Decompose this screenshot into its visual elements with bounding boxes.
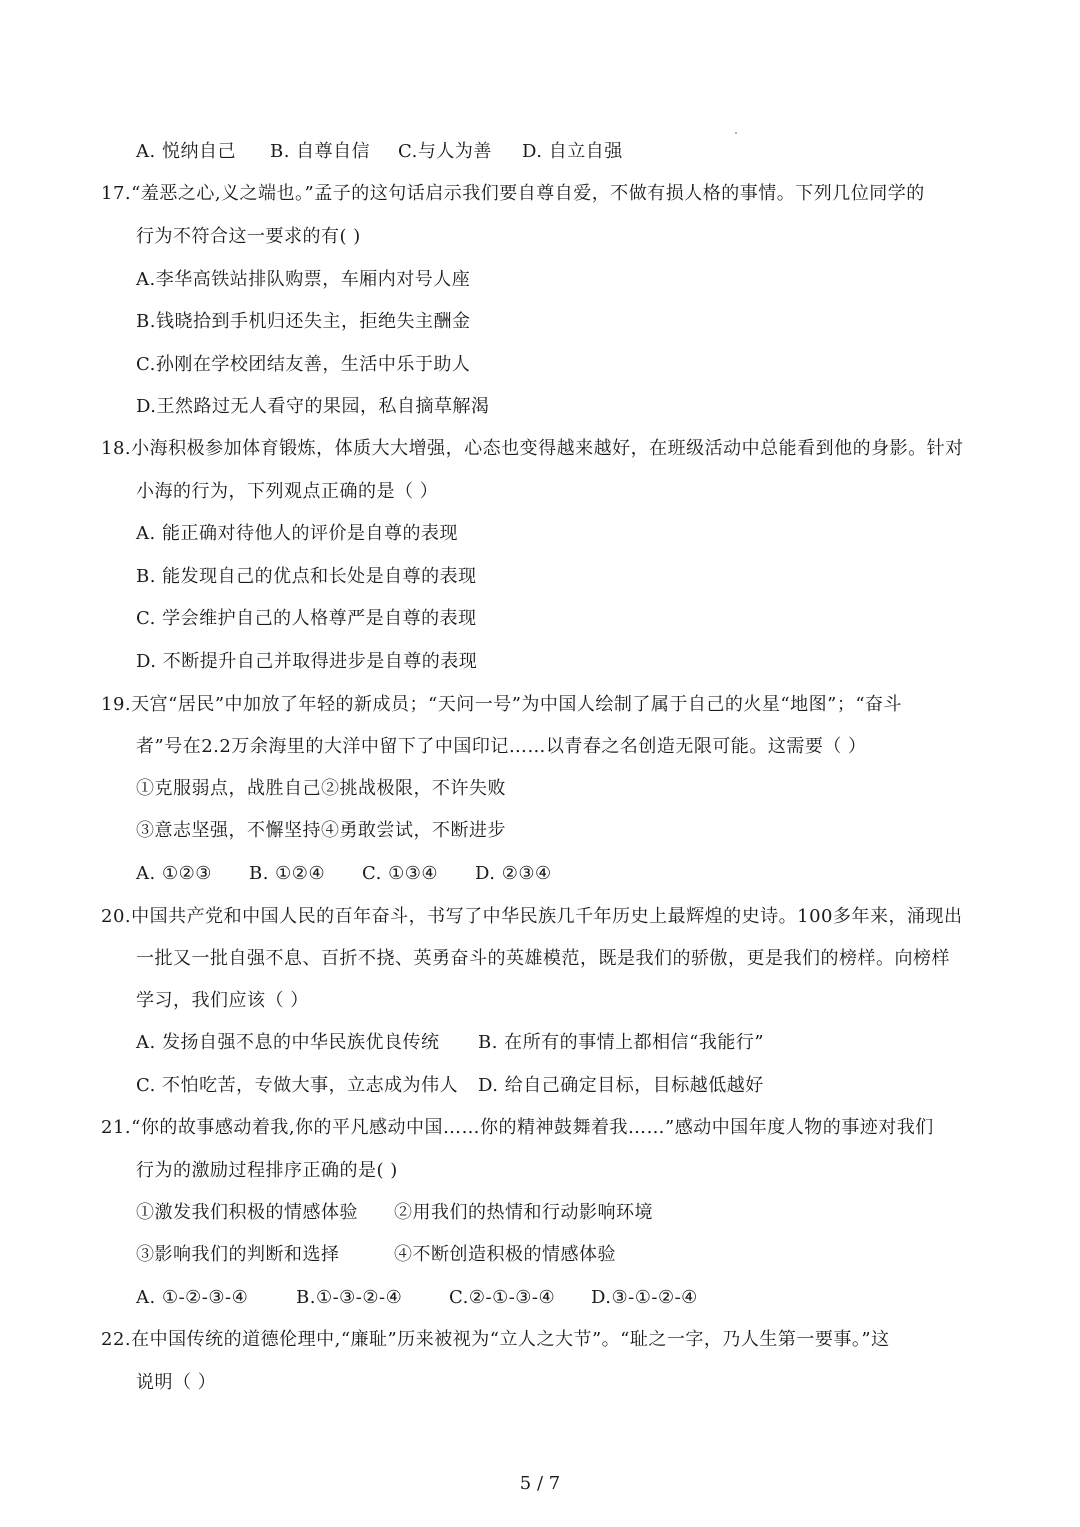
q19-stem-line1: 19.天宫“居民”中加放了年轻的新成员；“天问一号”为中国人绘制了属于自己的火星“地图”；“奋斗 — [101, 694, 903, 715]
q20-option-c: C. 不怕吃苦，专做大事，立志成为伟人 — [136, 1075, 459, 1096]
q17-option-a: A.李华高铁站排队购票，车厢内对号人座 — [136, 269, 471, 290]
q17-option-c: C.孙刚在学校团结友善，生活中乐于助人 — [136, 354, 471, 375]
q19-option-b: B. ①②④ — [249, 863, 326, 884]
q16-option-a: A. 悦纳自己 — [136, 141, 236, 162]
q21-option-a: A. ①-②-③-④ — [136, 1287, 249, 1308]
q17-stem-line2: 行为不符合这一要求的有( ) — [136, 226, 361, 247]
q20-stem-line2: 一批又一批自强不息、百折不挠、英勇奋斗的英雄模范，既是我们的骄傲，更是我们的榜样。向榜样 — [136, 948, 950, 969]
q18-stem-line2: 小海的行为，下列观点正确的是（ ） — [136, 481, 439, 502]
q20-option-d: D. 给自己确定目标，目标越低越好 — [478, 1075, 764, 1096]
q16-option-b: B. 自尊自信 — [270, 141, 371, 162]
q21-stem-line2: 行为的激励过程排序正确的是( ) — [136, 1160, 398, 1181]
q19-option-c: C. ①③④ — [362, 863, 438, 884]
q20-option-b: B. 在所有的事情上都相信“我能行” — [478, 1032, 765, 1053]
page-number: 5 / 7 — [519, 1473, 561, 1494]
q21-options — [136, 1286, 698, 1310]
q19-option-a: A. ①②③ — [136, 863, 212, 884]
q18-option-c: C. 学会维护自己的人格尊严是自尊的表现 — [136, 608, 477, 629]
q20-stem-line3: 学习，我们应该（ ） — [136, 990, 309, 1011]
q16-option-c: C.与人为善 — [398, 141, 492, 162]
q19-stem-line2: 者”号在2.2万余海里的大洋中留下了中国印记……以青春之名创造无限可能。这需要（ ） — [136, 736, 867, 757]
q19-statement-line1: ①克服弱点，战胜自己②挑战极限，不许失败 — [136, 778, 506, 799]
q21-statement-3: ③影响我们的判断和选择 — [136, 1244, 340, 1265]
q21-option-b: B.①-③-②-④ — [296, 1287, 403, 1308]
q19-options — [136, 862, 552, 886]
q21-statement-1: ①激发我们积极的情感体验 — [136, 1202, 358, 1223]
q20-option-a: A. 发扬自强不息的中华民族优良传统 — [136, 1032, 440, 1053]
q22-stem-line1: 22.在中国传统的道德伦理中,“廉耻”历来被视为“立人之大节”。“耻之一字，乃人生第一要事。”这 — [101, 1329, 890, 1350]
q18-option-a: A. 能正确对待他人的评价是自尊的表现 — [136, 523, 458, 544]
q19-statement-line2: ③意志坚强，不懈坚持④勇敢尝试，不断进步 — [136, 820, 506, 841]
q18-stem-line1: 18.小海积极参加体育锻炼，体质大大增强，心态也变得越来越好，在班级活动中总能看到他的身影。针对 — [101, 438, 964, 459]
q17-option-b: B.钱晓拾到手机归还失主，拒绝失主酬金 — [136, 311, 471, 332]
q19-option-d: D. ②③④ — [475, 863, 552, 884]
q18-option-d: D. 不断提升自己并取得进步是自尊的表现 — [136, 651, 478, 672]
q18-option-b: B. 能发现自己的优点和长处是自尊的表现 — [136, 566, 477, 587]
q21-stem-line1: 21.“你的故事感动着我,你的平凡感动中国……你的精神鼓舞着我……”感动中国年度人物的事迹对我们 — [101, 1117, 934, 1138]
q21-option-c: C.②-①-③-④ — [449, 1287, 556, 1308]
q22-stem-line2: 说明（ ） — [136, 1372, 217, 1393]
q16-option-d: D. 自立自强 — [522, 141, 623, 162]
q20-stem-line1: 20.中国共产党和中国人民的百年奋斗，书写了中华民族几千年历史上最辉煌的史诗。100多年来，涌现出 — [101, 906, 963, 927]
q17-option-d: D.王然路过无人看守的果园，私自摘草解渴 — [136, 396, 490, 417]
q21-statements-row1 — [136, 1201, 653, 1225]
q21-statement-2: ②用我们的热情和行动影响环境 — [394, 1202, 653, 1223]
q21-statements-row2 — [136, 1243, 616, 1267]
scan-speck — [735, 132, 737, 134]
q20-options-row2 — [136, 1074, 764, 1098]
q21-option-d: D.③-①-②-④ — [591, 1287, 698, 1308]
q21-statement-4: ④不断创造积极的情感体验 — [394, 1244, 616, 1265]
q20-options-row1 — [136, 1031, 764, 1055]
q16-options — [136, 140, 623, 164]
q17-stem-line1: 17.“羞恶之心,义之端也。”孟子的这句话启示我们要自尊自爱，不做有损人格的事情。下列几位同学的 — [101, 183, 925, 204]
